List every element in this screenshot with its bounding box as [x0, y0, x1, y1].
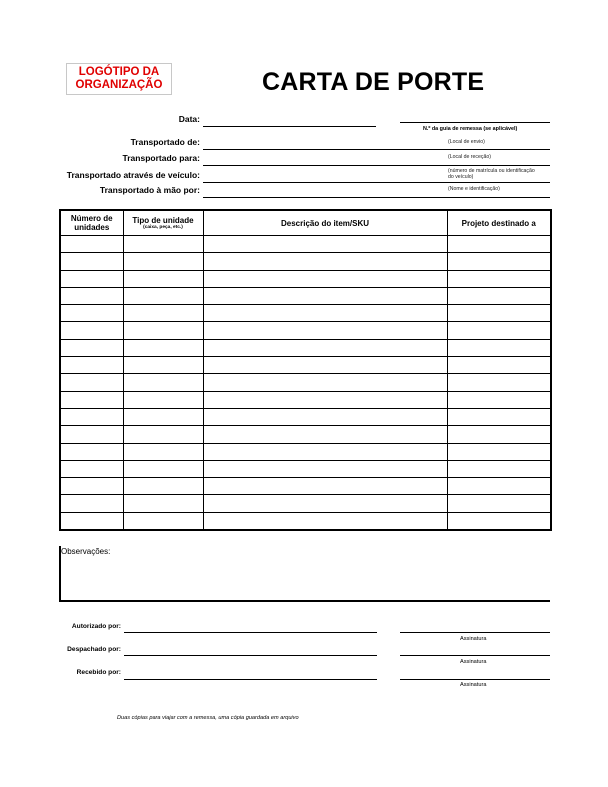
- table-row: [60, 270, 551, 287]
- cell-description[interactable]: [203, 305, 447, 322]
- cell-description[interactable]: [203, 236, 447, 253]
- hand-carried-label: Transportado à mão por:: [99, 185, 200, 195]
- cell-unit-type[interactable]: [123, 287, 203, 304]
- table-row: [60, 287, 551, 304]
- cell-unit-type[interactable]: [123, 357, 203, 374]
- cell-description[interactable]: [203, 287, 447, 304]
- cell-project[interactable]: [447, 236, 551, 253]
- cell-project[interactable]: [447, 322, 551, 339]
- table-row: [60, 253, 551, 270]
- cell-description[interactable]: [203, 339, 447, 356]
- table-row: [60, 391, 551, 408]
- cell-quantity[interactable]: [60, 478, 123, 495]
- table-row: [60, 357, 551, 374]
- cell-quantity[interactable]: [60, 391, 123, 408]
- cell-unit-type[interactable]: [123, 236, 203, 253]
- footer-note: Duas cópias para viajar com a remessa, uma cópia guardada em arquivo: [117, 715, 299, 721]
- waybill-number-field[interactable]: [400, 122, 550, 123]
- shipped-from-field[interactable]: [203, 149, 550, 150]
- cell-project[interactable]: [447, 495, 551, 512]
- cell-description[interactable]: [203, 253, 447, 270]
- cell-project[interactable]: [447, 391, 551, 408]
- col-header-unit-type: [123, 210, 203, 236]
- cell-quantity[interactable]: [60, 322, 123, 339]
- cell-quantity[interactable]: [60, 357, 123, 374]
- table-row: [60, 443, 551, 460]
- vehicle-hint-line-1: (número de matrícula ou identificação: [448, 168, 535, 174]
- cell-project[interactable]: [447, 374, 551, 391]
- table-row: [60, 460, 551, 477]
- cell-quantity[interactable]: [60, 339, 123, 356]
- cell-project[interactable]: [447, 305, 551, 322]
- shipped-to-field[interactable]: [203, 165, 550, 166]
- cell-description[interactable]: [203, 322, 447, 339]
- cell-quantity[interactable]: [60, 512, 123, 530]
- table-header-row: [60, 210, 551, 236]
- cell-quantity[interactable]: [60, 305, 123, 322]
- cell-description[interactable]: [203, 512, 447, 530]
- hand-carried-field[interactable]: [203, 197, 550, 198]
- shipped-from-label: Transportado de:: [130, 137, 200, 147]
- cell-project[interactable]: [447, 443, 551, 460]
- cell-unit-type[interactable]: [123, 408, 203, 425]
- notes-label: Observações:: [61, 547, 111, 556]
- dispatched-signature-caption: Assinatura: [460, 659, 487, 665]
- col-header-quantity-line-2: unidades: [74, 223, 110, 232]
- received-signature-caption: Assinatura: [460, 682, 487, 688]
- received-by-label: Recebido por:: [76, 669, 121, 676]
- cell-quantity[interactable]: [60, 270, 123, 287]
- cell-description[interactable]: [203, 270, 447, 287]
- cell-unit-type[interactable]: [123, 322, 203, 339]
- cell-description[interactable]: [203, 408, 447, 425]
- cell-unit-type[interactable]: [123, 253, 203, 270]
- cell-unit-type[interactable]: [123, 478, 203, 495]
- cell-unit-type[interactable]: [123, 460, 203, 477]
- cell-quantity[interactable]: [60, 495, 123, 512]
- waybill-number-label: N.º da guia de remessa (se aplicável): [423, 126, 518, 132]
- cell-description[interactable]: [203, 478, 447, 495]
- cell-unit-type[interactable]: [123, 443, 203, 460]
- page-title: CARTA DE PORTE: [262, 68, 485, 96]
- items-table-body: [60, 236, 551, 531]
- cell-project[interactable]: [447, 270, 551, 287]
- cell-description[interactable]: [203, 460, 447, 477]
- cell-description[interactable]: [203, 495, 447, 512]
- cell-description[interactable]: [203, 426, 447, 443]
- shipped-to-hint: (Local de receção): [448, 154, 491, 160]
- cell-project[interactable]: [447, 287, 551, 304]
- cell-unit-type[interactable]: [123, 374, 203, 391]
- cell-project[interactable]: [447, 339, 551, 356]
- table-row: [60, 374, 551, 391]
- col-header-quantity: [60, 210, 123, 236]
- cell-description[interactable]: [203, 391, 447, 408]
- table-row: [60, 408, 551, 425]
- vehicle-hint: [448, 168, 535, 180]
- cell-description[interactable]: [203, 357, 447, 374]
- table-row: [60, 495, 551, 512]
- cell-quantity[interactable]: [60, 460, 123, 477]
- authorized-by-label: Autorizado por:: [71, 623, 121, 630]
- logo-line-1: LOGÓTIPO DA: [78, 66, 160, 78]
- cell-project[interactable]: [447, 478, 551, 495]
- dispatched-by-label: Despachado por:: [67, 646, 121, 653]
- cell-quantity[interactable]: [60, 408, 123, 425]
- notes-box[interactable]: [59, 546, 550, 602]
- col-header-unit-type-sub: (caixa, peça, etc.): [143, 224, 183, 230]
- table-row: [60, 478, 551, 495]
- cell-project[interactable]: [447, 512, 551, 530]
- table-row: [60, 512, 551, 530]
- cell-unit-type[interactable]: [123, 305, 203, 322]
- hand-carried-hint: (Nome e identificação): [448, 186, 500, 192]
- cell-project[interactable]: [447, 253, 551, 270]
- cell-quantity[interactable]: [60, 253, 123, 270]
- cell-project[interactable]: [447, 357, 551, 374]
- col-header-description: Descrição do item/SKU: [203, 210, 447, 236]
- cell-unit-type[interactable]: [123, 426, 203, 443]
- authorized-by-field[interactable]: [124, 632, 377, 633]
- cell-project[interactable]: [447, 426, 551, 443]
- cell-quantity[interactable]: [60, 443, 123, 460]
- table-row: [60, 426, 551, 443]
- vehicle-label: Transportado através de veículo:: [66, 170, 200, 180]
- vehicle-field[interactable]: [203, 182, 550, 183]
- received-signature-field[interactable]: [400, 679, 550, 680]
- cell-quantity[interactable]: [60, 426, 123, 443]
- col-header-project: Projeto destinado a: [447, 210, 551, 236]
- shipped-to-label: Transportado para:: [122, 153, 200, 163]
- authorized-signature-caption: Assinatura: [460, 636, 487, 642]
- vehicle-hint-line-2: do veículo): [448, 174, 474, 181]
- cell-project[interactable]: [447, 408, 551, 425]
- cell-unit-type[interactable]: [123, 270, 203, 287]
- dispatched-by-field[interactable]: [124, 655, 377, 656]
- date-field[interactable]: [203, 126, 376, 127]
- cell-quantity[interactable]: [60, 374, 123, 391]
- cell-unit-type[interactable]: [123, 391, 203, 408]
- table-row: [60, 236, 551, 253]
- items-table: [59, 209, 552, 531]
- dispatched-signature-field[interactable]: [400, 655, 550, 656]
- cell-quantity[interactable]: [60, 236, 123, 253]
- cell-unit-type[interactable]: [123, 339, 203, 356]
- cell-description[interactable]: [203, 374, 447, 391]
- received-by-field[interactable]: [124, 679, 377, 680]
- authorized-signature-field[interactable]: [400, 632, 550, 633]
- cell-unit-type[interactable]: [123, 495, 203, 512]
- cell-quantity[interactable]: [60, 287, 123, 304]
- date-label: Data:: [178, 114, 200, 124]
- table-row: [60, 322, 551, 339]
- shipped-from-hint: (Local de envio): [448, 139, 485, 145]
- logo-line-2: ORGANIZAÇÃO: [75, 79, 163, 91]
- cell-unit-type[interactable]: [123, 512, 203, 530]
- cell-project[interactable]: [447, 460, 551, 477]
- cell-description[interactable]: [203, 443, 447, 460]
- col-header-unit-type-label: Tipo de unidade: [132, 215, 194, 225]
- col-header-quantity-line-1: Número de: [70, 214, 113, 223]
- table-row: [60, 339, 551, 356]
- organization-logo-placeholder: [66, 63, 172, 95]
- table-row: [60, 305, 551, 322]
